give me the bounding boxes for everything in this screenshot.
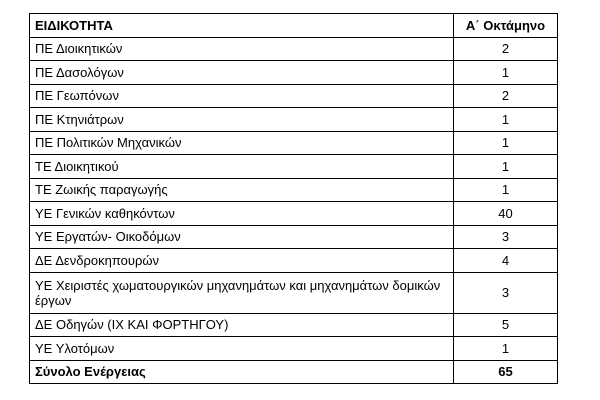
header-specialty: ΕΙΔΙΚΟΤΗΤΑ (30, 14, 454, 38)
staffing-table (29, 13, 558, 384)
specialty-cell: ΥΕ Υλοτόμων (30, 337, 454, 361)
count-cell: 1 (454, 108, 558, 132)
table-row (30, 337, 558, 361)
specialty-cell: ΠΕ Πολιτικών Μηχανικών (30, 131, 454, 155)
table-row (30, 37, 558, 61)
table-row (30, 272, 558, 313)
count-cell: 1 (454, 178, 558, 202)
table-row (30, 313, 558, 337)
table-row (30, 84, 558, 108)
specialty-cell: ΠΕ Κτηνιάτρων (30, 108, 454, 132)
table-row (30, 202, 558, 226)
table-row (30, 155, 558, 179)
header-first-eight-months: Α΄ Οκτάμηνο (454, 14, 558, 38)
table-row (30, 61, 558, 85)
table-row (30, 178, 558, 202)
table-row (30, 249, 558, 273)
table-row (30, 225, 558, 249)
count-cell: 5 (454, 313, 558, 337)
count-cell: 2 (454, 84, 558, 108)
count-cell: 1 (454, 61, 558, 85)
specialty-cell: ΠΕ Γεωπόνων (30, 84, 454, 108)
total-label: Σύνολο Ενέργειας (30, 360, 454, 384)
table-row (30, 131, 558, 155)
count-cell: 3 (454, 272, 558, 313)
specialty-cell: ΠΕ Δασολόγων (30, 61, 454, 85)
count-cell: 40 (454, 202, 558, 226)
total-value: 65 (454, 360, 558, 384)
table-header-row (30, 14, 558, 38)
specialty-cell: ΥΕ Εργατών- Οικοδόμων (30, 225, 454, 249)
count-cell: 2 (454, 37, 558, 61)
specialty-cell: ΠΕ Διοικητικών (30, 37, 454, 61)
count-cell: 4 (454, 249, 558, 273)
specialty-cell: ΤΕ Διοικητικού (30, 155, 454, 179)
count-cell: 3 (454, 225, 558, 249)
specialty-cell: ΔΕ Οδηγών (ΙΧ ΚΑΙ ΦΟΡΤΗΓΟΥ) (30, 313, 454, 337)
specialty-cell: ΥΕ Χειριστές χωματουργικών μηχανημάτων και μηχανημάτων δομικών έργων (30, 272, 454, 313)
count-cell: 1 (454, 337, 558, 361)
count-cell: 1 (454, 131, 558, 155)
table-row (30, 108, 558, 132)
total-row (30, 360, 558, 384)
specialty-cell: ΥΕ Γενικών καθηκόντων (30, 202, 454, 226)
specialty-cell: ΤΕ Ζωικής παραγωγής (30, 178, 454, 202)
specialty-cell: ΔΕ Δενδροκηπουρών (30, 249, 454, 273)
count-cell: 1 (454, 155, 558, 179)
